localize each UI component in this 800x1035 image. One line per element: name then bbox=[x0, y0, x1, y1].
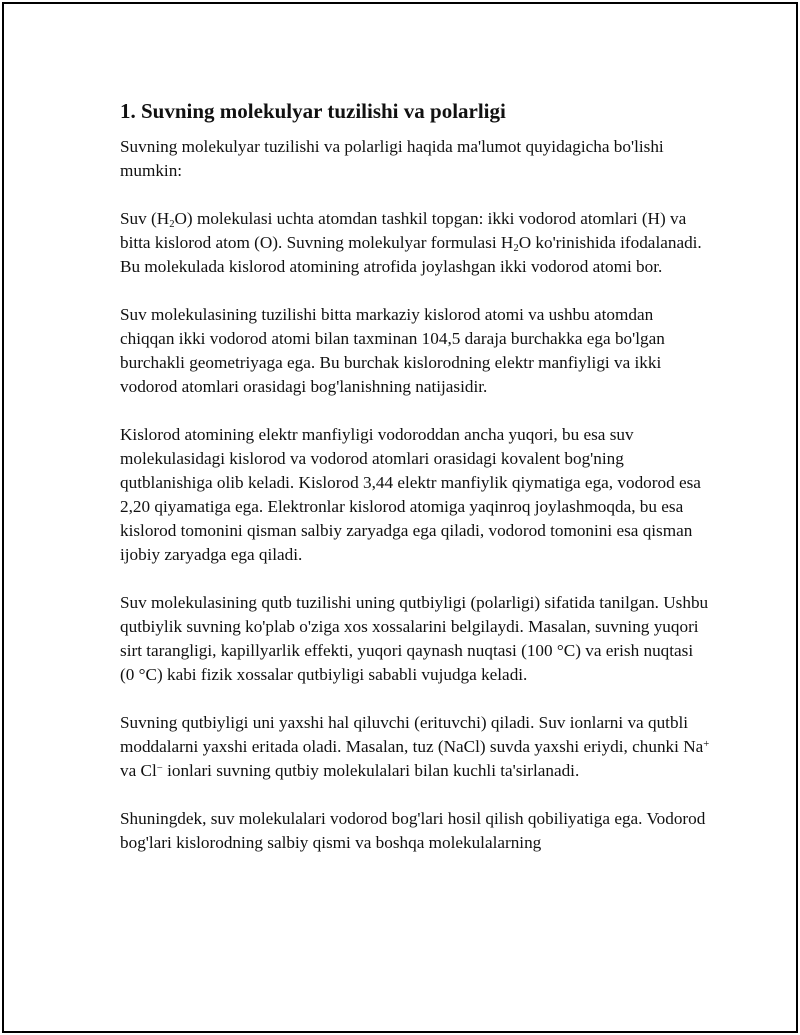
text-segment: va Cl bbox=[120, 761, 157, 780]
section-heading: 1. Suvning molekulyar tuzilishi va polarligi bbox=[120, 99, 506, 123]
paragraph-composition bbox=[120, 207, 710, 279]
text-segment: O ko'rinishida ifodalanadi. Bu molekulada kislorod atomining atrofida joylashgan ikki vodorod atomi bor. bbox=[120, 233, 702, 276]
paragraph-electronegativity: Kislorod atomining elektr manfiyligi vodoroddan ancha yuqori, bu esa suv molekulasidagi kislorod va vodorod atomlari orasidagi kovalent bog'ning qutblanishiga olib keladi. Kislorod 3,44 elektr manfiylik qiymatiga ega, vodorod esa 2,20 qiyamatiga ega. Elektronlar kislorod atomiga yaqinroq joylashmoqda, bu esa kislorod tomonini qisman salbiy zaryadga ega qiladi, vodorod tomonini esa qisman ijobiy zaryadga ega qiladi. bbox=[120, 425, 701, 564]
superscript: − bbox=[156, 762, 163, 774]
paragraph-solvent bbox=[120, 711, 710, 783]
text-segment: Suv (H bbox=[120, 209, 170, 228]
document-body bbox=[120, 98, 710, 879]
text-segment: ionlari suvning qutbiy molekulalari bilan kuchli ta'sirlanadi. bbox=[162, 761, 580, 780]
paragraph-hydrogen-bonds: Shuningdek, suv molekulalari vodorod bog'lari hosil qilish qobiliyatiga ega. Vodorod bog'lari kislorodning salbiy qismi va boshqa molekulalarning bbox=[120, 809, 706, 852]
paragraph-geometry: Suv molekulasining tuzilishi bitta markaziy kislorod atomi va ushbu atomdan chiqqan ikki vodorod atomi bilan taxminan 104,5 daraja burchakka ega bo'lgan burchakli geometriyaga ega. Bu burchak kislorodning elektr manfiyligi va ikki vodorod atomlari orasidagi bog'lanishning natijasidir. bbox=[120, 305, 665, 396]
superscript: + bbox=[703, 738, 710, 750]
text-segment: O) molekulasi uchta atomdan tashkil topgan: ikki vodorod atomlari (H) va bitta kislorod atom (O). Suvning molekulyar formulasi H bbox=[120, 209, 687, 252]
subscript: 2 bbox=[169, 218, 175, 230]
paragraph-polarity: Suv molekulasining qutb tuzilishi uning qutbiyligi (polarligi) sifatida tanilgan. Ushbu qutbiylik suvning ko'plab o'ziga xos xossalarini belgilaydi. Masalan, suvning yuqori sirt tarangligi, kapillyarlik effekti, yuqori qaynash nuqtasi (100 °C) va erish nuqtasi (0 °C) kabi fizik xossalar qutbiyligi sababli vujudga keladi. bbox=[120, 593, 709, 684]
text-segment: Suvning qutbiyligi uni yaxshi hal qiluvchi (erituvchi) qiladi. Suv ionlarni va qutbli moddalarni yaxshi eritada oladi. Masalan, tuz (NaCl) suvda yaxshi eriydi, chunki Na bbox=[120, 713, 704, 756]
page-frame bbox=[2, 2, 798, 1033]
paragraph-intro: Suvning molekulyar tuzilishi va polarligi haqida ma'lumot quyidagicha bo'lishi mumkin: bbox=[120, 137, 664, 180]
subscript: 2 bbox=[513, 242, 519, 254]
